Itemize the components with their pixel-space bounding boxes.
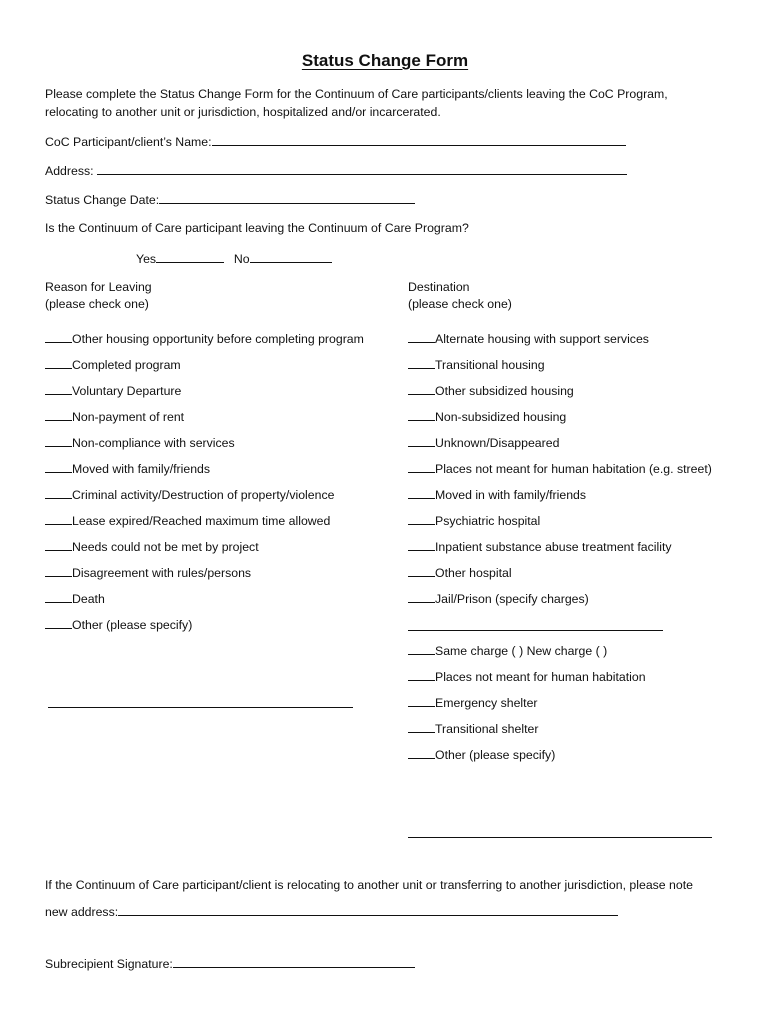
destination-option-label: Other (please specify)	[435, 748, 556, 762]
address-field-line[interactable]	[97, 162, 627, 175]
destination-heading: Destination	[408, 280, 470, 294]
destination-option[interactable]	[408, 461, 712, 477]
date-field-line[interactable]	[159, 191, 415, 204]
checkbox-blank[interactable]	[45, 513, 72, 525]
destination-option[interactable]	[408, 695, 538, 711]
destination-option-label: Places not meant for human habitation (e.g. street)	[435, 462, 712, 476]
checkbox-blank[interactable]	[45, 461, 72, 473]
checkbox-blank[interactable]	[408, 383, 435, 395]
checkbox-blank[interactable]	[45, 331, 72, 343]
jail-charges-specify-line[interactable]	[408, 630, 663, 631]
intro-line-2: relocating to another unit or jurisdiction, hospitalized and/or incarcerated.	[45, 105, 441, 119]
checkbox-blank[interactable]	[408, 409, 435, 421]
checkbox-blank[interactable]	[45, 591, 72, 603]
checkbox-blank[interactable]	[408, 747, 435, 759]
destination-option-label: Unknown/Disappeared	[435, 436, 560, 450]
signature-line[interactable]	[173, 955, 415, 968]
destination-option[interactable]	[408, 643, 607, 659]
checkbox-blank[interactable]	[408, 435, 435, 447]
checkbox-blank[interactable]	[45, 617, 72, 629]
address-field-label: Address:	[45, 164, 94, 178]
form-title: Status Change Form	[301, 51, 469, 70]
name-field-label: CoC Participant/client’s Name:	[45, 135, 212, 149]
destination-option-label: Other hospital	[435, 566, 512, 580]
reason-option[interactable]	[45, 513, 330, 529]
reason-subheading: (please check one)	[45, 297, 149, 311]
yes-answer-line[interactable]	[156, 250, 224, 263]
destination-option-label: Psychiatric hospital	[435, 514, 541, 528]
destination-option-label: Non-subsidized housing	[435, 410, 567, 424]
reason-option-label: Other housing opportunity before completing program	[72, 332, 364, 346]
checkbox-blank[interactable]	[408, 669, 435, 681]
checkbox-blank[interactable]	[45, 383, 72, 395]
new-address-row	[45, 903, 618, 920]
destination-option-label: Transitional housing	[435, 358, 545, 372]
checkbox-blank[interactable]	[45, 435, 72, 447]
destination-option-label: Other subsidized housing	[435, 384, 574, 398]
no-answer-line[interactable]	[250, 250, 332, 263]
destination-option[interactable]	[408, 669, 646, 685]
checkbox-blank[interactable]	[45, 487, 72, 499]
no-label: No	[233, 252, 250, 266]
destination-option[interactable]	[408, 565, 512, 581]
reason-option[interactable]	[45, 617, 192, 633]
destination-option-label: Transitional shelter	[435, 722, 539, 736]
signature-label: Subrecipient Signature:	[45, 957, 173, 971]
reason-heading: Reason for Leaving	[45, 280, 152, 294]
reason-option-label: Disagreement with rules/persons	[72, 566, 252, 580]
destination-option[interactable]	[408, 383, 574, 399]
reason-option[interactable]	[45, 435, 235, 451]
destination-option-label: Alternate housing with support services	[435, 332, 649, 346]
destination-option[interactable]	[408, 435, 559, 451]
reason-option[interactable]	[45, 409, 184, 425]
checkbox-blank[interactable]	[408, 539, 435, 551]
destination-option-label: Inpatient substance abuse treatment facility	[435, 540, 672, 554]
checkbox-blank[interactable]	[408, 487, 435, 499]
reason-option[interactable]	[45, 383, 181, 399]
intro-line-1: Please complete the Status Change Form for the Continuum of Care participants/clients leaving the CoC Program,	[45, 87, 668, 101]
leaving-question: Is the Continuum of Care participant leaving the Continuum of Care Program?	[45, 221, 469, 235]
reason-option-label: Non-payment of rent	[72, 410, 185, 424]
date-field-label: Status Change Date:	[45, 193, 160, 207]
date-field-row	[45, 191, 415, 208]
destination-subheading: (please check one)	[408, 297, 512, 311]
checkbox-blank[interactable]	[408, 695, 435, 707]
destination-option-label: Places not meant for human habitation	[435, 670, 646, 684]
reason-option[interactable]	[45, 487, 334, 503]
signature-row	[45, 955, 415, 972]
reason-option-label: Non-compliance with services	[72, 436, 235, 450]
yes-label: Yes	[136, 252, 157, 266]
checkbox-blank[interactable]	[408, 643, 435, 655]
destination-other-specify-line[interactable]	[408, 837, 712, 838]
reason-other-specify-line[interactable]	[48, 707, 353, 708]
new-address-line[interactable]	[118, 903, 618, 916]
name-field-row	[45, 133, 626, 150]
reason-option-label: Lease expired/Reached maximum time allowed	[72, 514, 331, 528]
yes-no-row	[136, 250, 332, 267]
reason-option-label: Voluntary Departure	[72, 384, 182, 398]
destination-option[interactable]	[408, 487, 586, 503]
checkbox-blank[interactable]	[408, 513, 435, 525]
reason-option-label: Other (please specify)	[72, 618, 193, 632]
checkbox-blank[interactable]	[408, 357, 435, 369]
checkbox-blank[interactable]	[408, 461, 435, 473]
checkbox-blank[interactable]	[45, 565, 72, 577]
reason-option[interactable]	[45, 539, 259, 555]
reason-option[interactable]	[45, 357, 181, 373]
destination-option-label: Jail/Prison (specify charges)	[435, 592, 589, 606]
reason-option[interactable]	[45, 331, 364, 347]
destination-option[interactable]	[408, 357, 545, 373]
reason-option-label: Criminal activity/Destruction of property/violence	[72, 488, 335, 502]
destination-option-label: Emergency shelter	[435, 696, 538, 710]
destination-option[interactable]	[408, 331, 649, 347]
relocation-note: If the Continuum of Care participant/client is relocating to another unit or transferring to another jurisdiction, please note	[45, 878, 693, 892]
address-field-row	[45, 162, 627, 179]
name-field-line[interactable]	[212, 133, 626, 146]
destination-option[interactable]	[408, 513, 540, 529]
destination-option-label: Same charge ( ) New charge ( )	[435, 644, 608, 658]
reason-option[interactable]	[45, 591, 105, 607]
reason-option-label: Needs could not be met by project	[72, 540, 259, 554]
reason-option-label: Completed program	[72, 358, 181, 372]
destination-option[interactable]	[408, 721, 538, 737]
reason-option[interactable]	[45, 461, 210, 477]
checkbox-blank[interactable]	[45, 539, 72, 551]
checkbox-blank[interactable]	[408, 721, 435, 733]
reason-option-label: Death	[72, 592, 105, 606]
checkbox-blank[interactable]	[408, 591, 435, 603]
new-address-label: new address:	[45, 905, 119, 919]
destination-option[interactable]	[408, 539, 672, 555]
checkbox-blank[interactable]	[45, 357, 72, 369]
reason-option-label: Moved with family/friends	[72, 462, 211, 476]
checkbox-blank[interactable]	[408, 565, 435, 577]
destination-option[interactable]	[408, 409, 566, 425]
destination-option[interactable]	[408, 591, 589, 607]
destination-option[interactable]	[408, 747, 555, 763]
reason-option[interactable]	[45, 565, 251, 581]
destination-option-label: Moved in with family/friends	[435, 488, 587, 502]
checkbox-blank[interactable]	[408, 331, 435, 343]
checkbox-blank[interactable]	[45, 409, 72, 421]
